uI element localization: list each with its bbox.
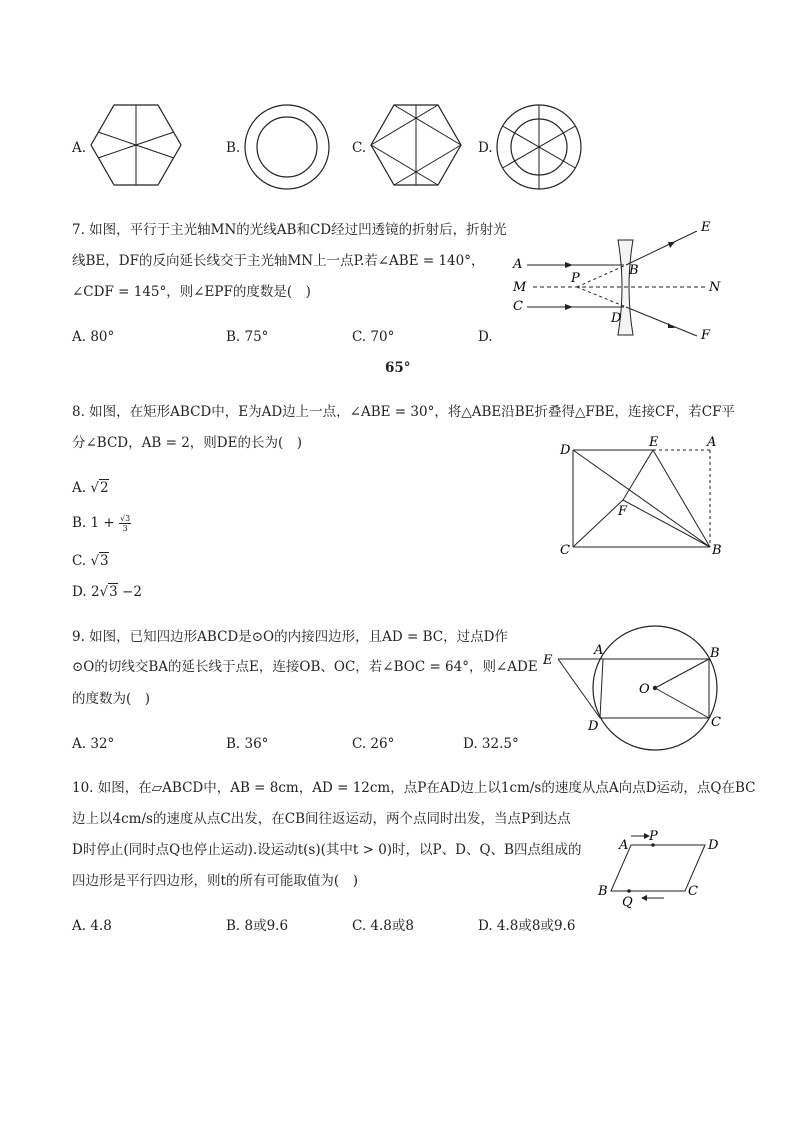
q9-label-e: E <box>543 653 553 668</box>
q9-option-b: B. 36° <box>226 736 269 752</box>
q6-option-b-letter: B. <box>226 140 241 156</box>
q7-label-m: M <box>513 280 527 295</box>
q6-option-d-figure <box>494 102 584 192</box>
q8-option-d-coef: 2 <box>90 584 100 600</box>
q10-option-d: D. 4.8或8或9.6 <box>478 918 576 934</box>
q10-text-line4: 四边形是平行四边形，则t的所有可能取值为( ) <box>72 873 358 889</box>
q10-option-c: C. 4.8或8 <box>352 918 414 934</box>
q7-label-d: D <box>611 311 622 326</box>
q8-option-c <box>72 551 109 571</box>
sqrt-icon: √ <box>90 553 100 569</box>
q7-label-e: E <box>701 220 711 235</box>
q7-label-b: B <box>629 263 639 278</box>
q8-option-b-int: 1 + <box>90 515 115 531</box>
q8-option-b-letter: B. <box>72 515 87 531</box>
q8-label-f: F <box>618 504 628 519</box>
q9-text-line3: 的度数为( ) <box>72 691 151 707</box>
q7-text-line3: ∠CDF = 145°，则∠EPF的度数是( ) <box>72 284 311 300</box>
q10-label-p: P <box>649 829 658 844</box>
sqrt-icon: √ <box>99 584 109 600</box>
q10-label-c: C <box>688 884 698 899</box>
q9-label-a: A <box>594 643 604 658</box>
q7-lens-figure <box>505 215 730 345</box>
q8-option-d-letter: D. <box>72 584 87 600</box>
q10-option-b: B. 8或9.6 <box>226 918 289 934</box>
q10-label-d: D <box>708 838 719 853</box>
q7-label-n: N <box>709 280 721 295</box>
q8-option-d-radicand: 3 <box>109 584 118 600</box>
q8-option-c-radicand: 3 <box>100 553 109 569</box>
q8-option-b-denominator: 3 <box>122 524 128 533</box>
q7-label-c: C <box>513 299 523 314</box>
q9-label-b: B <box>710 646 720 661</box>
q7-option-b: B. 75° <box>226 329 269 345</box>
q7-option-c: C. 70° <box>352 329 395 345</box>
q10-text-line2: 边上以4cm/s的速度从点C出发，在CB间往返运动，两个点同时出发，当点P到达点 <box>72 811 571 827</box>
q9-option-d: D. 32.5° <box>463 736 519 752</box>
q8-option-b <box>72 513 131 533</box>
q8-label-a: A <box>707 435 717 450</box>
q7-option-d: D. <box>478 329 493 345</box>
q8-option-c-letter: C. <box>72 553 87 569</box>
q10-label-q: Q <box>622 895 633 910</box>
q6-option-a-letter: A. <box>72 140 87 156</box>
q10-label-b: B <box>598 884 608 899</box>
q10-label-a: A <box>619 838 629 853</box>
q8-label-d: D <box>560 443 571 458</box>
q9-circle-figure <box>538 622 730 757</box>
q9-option-c: C. 26° <box>352 736 395 752</box>
q8-label-b: B <box>712 543 722 557</box>
sqrt-icon: √ <box>120 514 126 523</box>
q9-label-o: O <box>639 682 650 697</box>
q7-text-line1: 7. 如图，平行于主光轴MN的光线AB和CD经过凹透镜的折射后，折射光 <box>72 222 507 238</box>
q6-option-c-figure <box>368 102 464 188</box>
q7-label-a: A <box>513 257 523 272</box>
q8-option-d <box>72 582 142 602</box>
q9-option-a: A. 32° <box>72 736 115 752</box>
q7-option-d-value: 65° <box>385 360 411 376</box>
q8-option-b-fraction <box>119 514 131 533</box>
q10-text-line1: 10. 如图，在▱ABCD中，AB = 8cm，AD = 12cm，点P在AD边上以1cm/s的速度从点A向点D运动，点Q在BC <box>72 780 756 796</box>
q9-text-line2: ⊙O的切线交BA的延长线于点E，连接OB、OC，若∠BOC = 64°，则∠ADE <box>72 659 538 675</box>
q8-option-a <box>72 478 109 498</box>
q8-label-e: E <box>649 435 659 450</box>
q8-option-b-numerator: 3 <box>125 514 131 523</box>
q6-option-a-figure <box>88 102 184 188</box>
q10-text-line3: D时停止(同时点Q也停止运动).设运动t(s)(其中t > 0)时，以P、D、Q、B四点组成的 <box>72 842 582 858</box>
q8-text-line1: 8. 如图，在矩形ABCD中，E为AD边上一点，∠ABE = 30°，将△ABE沿BE折叠得△FBE，连接CF，若CF平 <box>72 404 735 420</box>
q8-label-c: C <box>560 543 570 557</box>
q10-option-a: A. 4.8 <box>72 918 112 934</box>
q6-option-c-letter: C. <box>352 140 367 156</box>
q9-label-d: D <box>588 719 599 734</box>
q7-text-line2: 线BE，DF的反向延长线交于主光轴MN上一点P.若∠ABE = 140°， <box>72 253 485 269</box>
q6-option-d-letter: D. <box>478 140 493 156</box>
sqrt-icon: √ <box>90 480 99 496</box>
q8-rectangle-figure <box>555 432 730 557</box>
q10-parallelogram-figure <box>595 825 730 910</box>
q8-option-d-tail: −2 <box>122 584 142 600</box>
q8-text-line2: 分∠BCD，AB = 2，则DE的长为( ) <box>72 435 303 451</box>
q7-label-f: F <box>701 328 711 343</box>
q7-label-p: P <box>571 271 580 286</box>
q6-option-b-figure <box>242 102 332 192</box>
q9-text-line1: 9. 如图，已知四边形ABCD是⊙O的内接四边形，且AD = BC，过点D作 <box>72 629 508 645</box>
q7-option-a: A. 80° <box>72 329 115 345</box>
q8-option-a-letter: A. <box>72 480 87 496</box>
q8-option-a-radicand: 2 <box>99 480 109 496</box>
q9-label-c: C <box>711 715 721 730</box>
